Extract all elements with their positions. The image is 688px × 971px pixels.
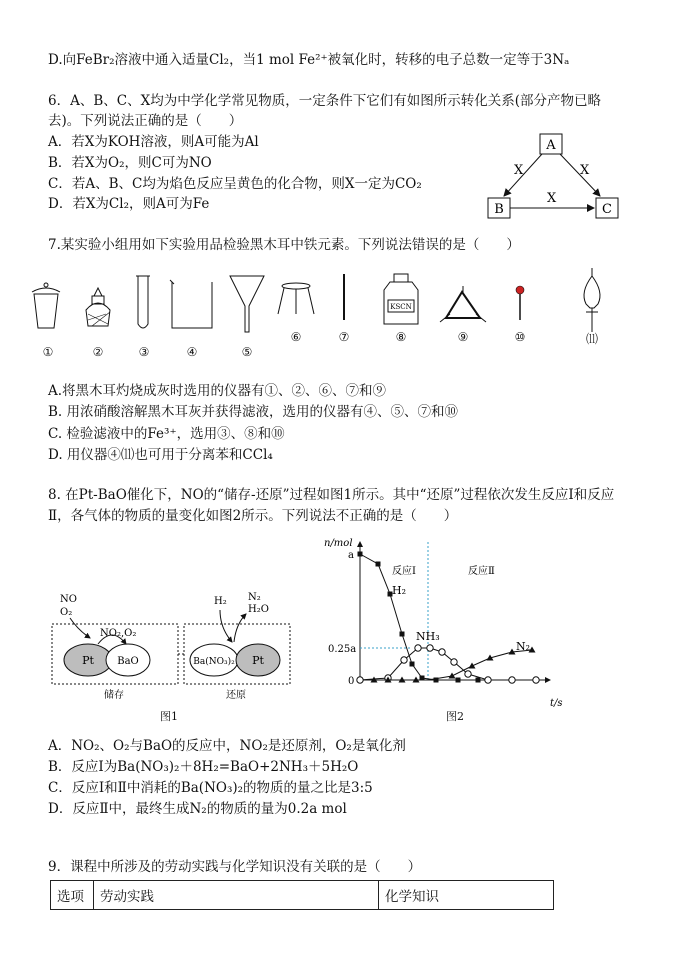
header-knowledge: 化学知识 xyxy=(379,881,554,910)
nh3-point xyxy=(509,677,515,683)
q8-option-c: C．反应Ⅰ和Ⅱ中消耗的Ba(NO₃)₂的物质的量之比是3:5 xyxy=(48,780,373,796)
fig1-pt: Pt xyxy=(82,654,94,667)
q6-stem-line1: 6．A、B、C、X均为中学化学常见物质，一定条件下它们有如图所示转化关系(部分产物已略 xyxy=(48,93,601,109)
q6-option-d: D．若X为Cl₂，则A可为Fe xyxy=(48,196,210,212)
fig2-tick-0: 0 xyxy=(348,676,355,687)
nh3-point xyxy=(427,645,433,651)
fig1-h2: H₂ xyxy=(214,596,227,607)
apparatus-label-1: ① xyxy=(42,345,54,359)
h2-point xyxy=(476,678,481,683)
q8-option-b: B．反应Ⅰ为Ba(NO₃)₂＋8H₂=BaO+2NH₃＋5H₂O xyxy=(48,759,359,775)
beaker-icon xyxy=(170,280,212,328)
h2-point xyxy=(456,678,461,683)
apparatus-label-11: ⑾ xyxy=(585,332,598,346)
fig2-xlabel: t/s xyxy=(550,698,563,709)
clay-triangle-icon xyxy=(440,286,486,322)
nh3-point xyxy=(357,677,363,683)
n2-point xyxy=(469,663,476,669)
n2-point xyxy=(449,673,456,679)
q7-option-c: C. 检验滤液中的Fe³⁺，选用③、⑧和⑩ xyxy=(48,426,285,442)
apparatus-label-10: ⑩ xyxy=(514,330,526,344)
apparatus-label-2: ② xyxy=(92,345,104,359)
fig1-no: NO xyxy=(60,594,77,605)
q6-conversion-diagram xyxy=(484,130,624,222)
apparatus-label-8: ⑧ xyxy=(395,330,407,344)
fig2-caption: 图2 xyxy=(446,710,464,723)
q6-option-a: A．若X为KOH溶液，则A可能为Al xyxy=(48,134,259,150)
q7-option-d: D. 用仪器④⑾也可用于分离苯和CCl₄ xyxy=(48,447,273,463)
fig2-reaction2: 反应Ⅱ xyxy=(468,566,495,577)
q8-option-d: D．反应Ⅱ中，最终生成N₂的物质的量为0.2a mol xyxy=(48,801,347,817)
nh3-point xyxy=(439,649,445,655)
fig1-store-label: 储存 xyxy=(104,690,124,701)
q8-stem-line2: Ⅱ，各气体的物质的量变化如图2所示。下列说法不正确的是（ ） xyxy=(48,508,458,524)
h2-point xyxy=(358,552,363,557)
apparatus-label-9: ⑨ xyxy=(457,330,469,344)
dropper-icon xyxy=(516,286,524,320)
label-a: A xyxy=(546,138,556,153)
q7-option-a: A.将黑木耳灼烧成灰时选用的仪器有①、②、⑥、⑦和⑨ xyxy=(48,383,387,399)
fig2-ylabel: n/mol xyxy=(324,538,353,549)
h2-point xyxy=(388,592,393,597)
kscn-label: KSCN xyxy=(390,303,412,311)
fig2-label-nh3: NH₃ xyxy=(416,630,440,643)
apparatus-label-5: ⑤ xyxy=(241,345,253,359)
label-x3: X xyxy=(547,191,557,206)
fig1-bao: BaO xyxy=(117,656,139,667)
fig1-pt2: Pt xyxy=(252,654,264,667)
separatory-funnel-icon xyxy=(584,268,600,332)
nh3-point xyxy=(465,671,471,677)
nh3-point xyxy=(415,645,421,651)
header-option: 选项 xyxy=(51,881,94,910)
tripod-icon xyxy=(278,283,314,314)
nh3-point xyxy=(451,659,457,665)
q6-option-c: C．若A、B、C均为焰色反应呈黄色的化合物，则X一定为CO₂ xyxy=(48,176,422,192)
fig1-reduce-label: 还原 xyxy=(226,690,246,701)
fig2-reaction1: 反应Ⅰ xyxy=(392,566,416,577)
q6-stem-line2: 去)。下列说法正确的是（ ） xyxy=(48,113,243,129)
header-practice: 劳动实践 xyxy=(94,881,379,910)
h2-point xyxy=(400,632,405,637)
fig1-no2-o2: NO₂,O₂ xyxy=(100,628,137,639)
fig1-caption: 图1 xyxy=(160,710,178,723)
alcohol-lamp-icon xyxy=(86,288,110,326)
fig2-label-h2: H₂ xyxy=(392,584,407,597)
q8-figure2 xyxy=(318,534,568,714)
h2-point xyxy=(420,676,425,681)
q7-stem: 7.某实验小组用如下实验用品检验黑木耳中铁元素。下列说法错误的是（ ） xyxy=(48,237,520,253)
fig1-h2o: H₂O xyxy=(248,604,269,615)
label-b: B xyxy=(494,202,504,217)
q8-figure1 xyxy=(48,588,298,718)
kscn-bottle-icon xyxy=(384,274,418,324)
label-c: C xyxy=(602,202,612,217)
apparatus-label-4: ④ xyxy=(186,345,198,359)
h2-point xyxy=(376,562,381,567)
crucible-icon xyxy=(32,283,60,328)
label-x1: X xyxy=(514,163,524,178)
apparatus-label-6: ⑥ xyxy=(290,330,302,344)
apparatus-label-3: ③ xyxy=(138,345,150,359)
nh3-point xyxy=(533,677,539,683)
fig2-label-n2: N₂ xyxy=(516,640,531,653)
q9-table xyxy=(50,880,554,910)
nh3-point xyxy=(401,657,407,663)
apparatus-label-7: ⑦ xyxy=(338,330,350,344)
fig1-o2: O₂ xyxy=(60,607,73,618)
q6-option-b: B．若X为O₂，则C可为NO xyxy=(48,155,212,171)
fig1-ba-no3: Ba(NO₃)₂ xyxy=(193,657,235,667)
h2-point xyxy=(410,662,415,667)
q5-option-d: D.向FeBr₂溶液中通入适量Cl₂，当1 mol Fe²⁺被氧化时，转移的电子总数一定等于3Nₐ xyxy=(48,52,570,68)
h2-point xyxy=(434,678,439,683)
table-row xyxy=(51,881,554,910)
q9-stem: 9．课程中所涉及的劳动实践与化学知识没有关联的是（ ） xyxy=(48,859,422,875)
label-x2: X xyxy=(580,163,590,178)
q7-option-b: B. 用浓硝酸溶解黑木耳灰并获得滤液，选用的仪器有④、⑤、⑦和⑩ xyxy=(48,404,459,420)
fig1-n2: N₂ xyxy=(248,592,261,603)
fig2-tick-025a: 0.25a xyxy=(328,644,357,655)
funnel-icon xyxy=(230,276,264,332)
q8-option-a: A．NO₂、O₂与BaO的反应中，NO₂是还原剂，O₂是氧化剂 xyxy=(48,738,406,754)
fig2-tick-a: a xyxy=(348,550,354,561)
nh3-point xyxy=(485,677,491,683)
q8-stem-line1: 8. 在Pt-BaO催化下，NO的“储存-还原”过程如图1所示。其中“还原”过程依次发生反应Ⅰ和反应 xyxy=(48,487,615,503)
test-tube-icon xyxy=(136,276,150,328)
